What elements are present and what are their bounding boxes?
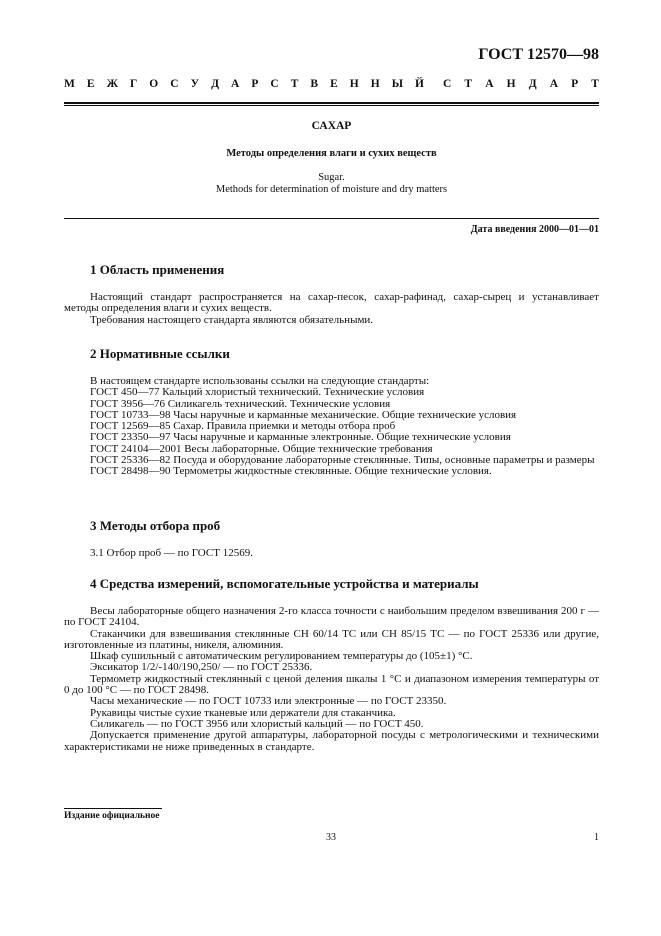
official-edition-label: Издание официальное (64, 811, 160, 821)
reference-item: ГОСТ 23350—97 Часы наручные и карманные электронные. Общие технические условия (90, 431, 511, 444)
banner-letter: Е (330, 78, 338, 90)
paragraph: Рукавицы чистые сухие тканевые или держатели для стаканчика. (90, 706, 396, 719)
banner-letter: Т (464, 78, 473, 90)
paragraph: 3.1 Отбор проб — по ГОСТ 12569. (90, 547, 253, 559)
reference-item: ГОСТ 25336—82 Посуда и оборудование лабораторные стеклянные. Типы, основные параметры и размеры (90, 454, 595, 467)
paragraph: Эксикатор 1/2/-140/190,250/ — по ГОСТ 25336. (90, 661, 313, 674)
paragraph: Часы механические — по ГОСТ 10733 или электронные — по ГОСТ 23350. (90, 695, 447, 708)
section-body-sampling (64, 548, 599, 559)
paragraph: Настоящий стандарт распространяется на сахар-песок, сахар-рафинад, сахар-сырец и устанавливает методы определения влаги и сухих веществ. (64, 291, 599, 315)
paragraph: Весы лабораторные общего назначения 2-го класса точности с наибольшим пределом взвешивания 200 г — по ГОСТ 24104. (64, 605, 599, 629)
page-right-number: 1 (594, 832, 599, 843)
banner-letter: Р (251, 78, 259, 90)
section-body-scope (64, 292, 599, 326)
interstate-word (64, 78, 424, 90)
reference-item: ГОСТ 24104—2001 Весы лабораторные. Общие технические требования (90, 442, 433, 455)
paragraph: Допускается применение другой аппаратуры, лабораторной посуды с метрологическими и техническими характеристиками не ниже приведенных в стандарте. (64, 729, 599, 753)
english-subtitle: Methods for determination of moisture and dry matters (215, 184, 448, 195)
introduction-date: Дата введения 2000—01—01 (470, 224, 599, 235)
paragraph: Силикагель — по ГОСТ 3956 или хлористый кальций — по ГОСТ 450. (90, 717, 424, 730)
banner-letter: С (170, 78, 179, 90)
banner-letter: Ы (391, 78, 403, 90)
banner-letter: С (443, 78, 452, 90)
top-rule-thin (64, 105, 599, 106)
paragraph: Термометр жидкостный стеклянный с ценой деления шкалы 1 °С и диапазоном измерения температуры от 0 до 100 °С — по ГОСТ 28498. (64, 672, 599, 697)
banner-letter: Т (591, 78, 599, 90)
reference-item: ГОСТ 12569—85 Сахар. Правила приемки и методы отбора проб (90, 420, 396, 433)
section-body-references (64, 376, 599, 478)
banner-letter: Ж (106, 78, 118, 90)
banner-letter: О (149, 78, 159, 90)
section-heading-sampling: 3 Методы отбора проб (90, 518, 221, 533)
banner-letter: С (270, 78, 279, 90)
banner-letter: А (549, 78, 559, 90)
footer-rule (64, 808, 162, 809)
reference-item: ГОСТ 10733—98 Часы наручные и карманные механические. Общие технические условия (90, 408, 517, 421)
section-heading-references: 2 Нормативные ссылки (90, 346, 230, 361)
banner-letter: А (485, 78, 494, 90)
gost-number: ГОСТ 12570—98 (478, 46, 599, 63)
banner-letter: Е (86, 78, 95, 90)
banner-letter: Р (571, 78, 579, 90)
section-heading-instruments: 4 Средства измерений, вспомогательные устройства и материалы (90, 576, 479, 591)
banner-letter: Д (528, 78, 537, 90)
banner-letter: А (231, 78, 240, 90)
document-subtitle: Методы определения влаги и сухих веществ (226, 148, 437, 159)
banner-letter: Т (290, 78, 299, 90)
banner-letter: Н (349, 78, 359, 90)
banner-letter: Н (370, 78, 380, 90)
reference-item: ГОСТ 3956—76 Силикагель технический. Технические условия (90, 397, 391, 410)
paragraph: Стаканчики для взвешивания стеклянные СН 60/14 ТС или СН 85/15 ТС — по ГОСТ 25336 или другие, изготовленные из платины, никеля, алюминия. (64, 627, 599, 651)
interstate-standard-banner (64, 78, 599, 90)
section-body-instruments (64, 606, 599, 753)
banner-letter: М (64, 78, 75, 90)
banner-letter: Н (506, 78, 516, 90)
english-title: Sugar. (318, 172, 345, 183)
paragraph: Требования настоящего стандарта являются обязательными. (90, 313, 374, 326)
paragraph: Шкаф сушильный с автоматическим регулированием температуры до (105±1) °С. (90, 650, 473, 663)
reference-item: ГОСТ 450—77 Кальций хлористый технический. Технические условия (90, 386, 425, 399)
paragraph: В настоящем стандарте использованы ссылки на следующие стандарты: (90, 375, 430, 387)
reference-item: ГОСТ 28498—90 Термометры жидкостные стеклянные. Общие технические условия. (90, 465, 492, 478)
top-rule (64, 102, 599, 104)
page-number: 33 (326, 832, 336, 843)
document-title: САХАР (311, 120, 352, 132)
banner-letter: У (190, 78, 200, 90)
banner-letter: В (310, 78, 319, 90)
banner-letter: Д (211, 78, 219, 90)
banner-letter: Г (129, 78, 138, 90)
banner-letter: Й (415, 78, 424, 90)
title-rule (64, 218, 599, 219)
standard-word (443, 78, 599, 90)
section-heading-scope: 1 Область применения (90, 262, 225, 277)
